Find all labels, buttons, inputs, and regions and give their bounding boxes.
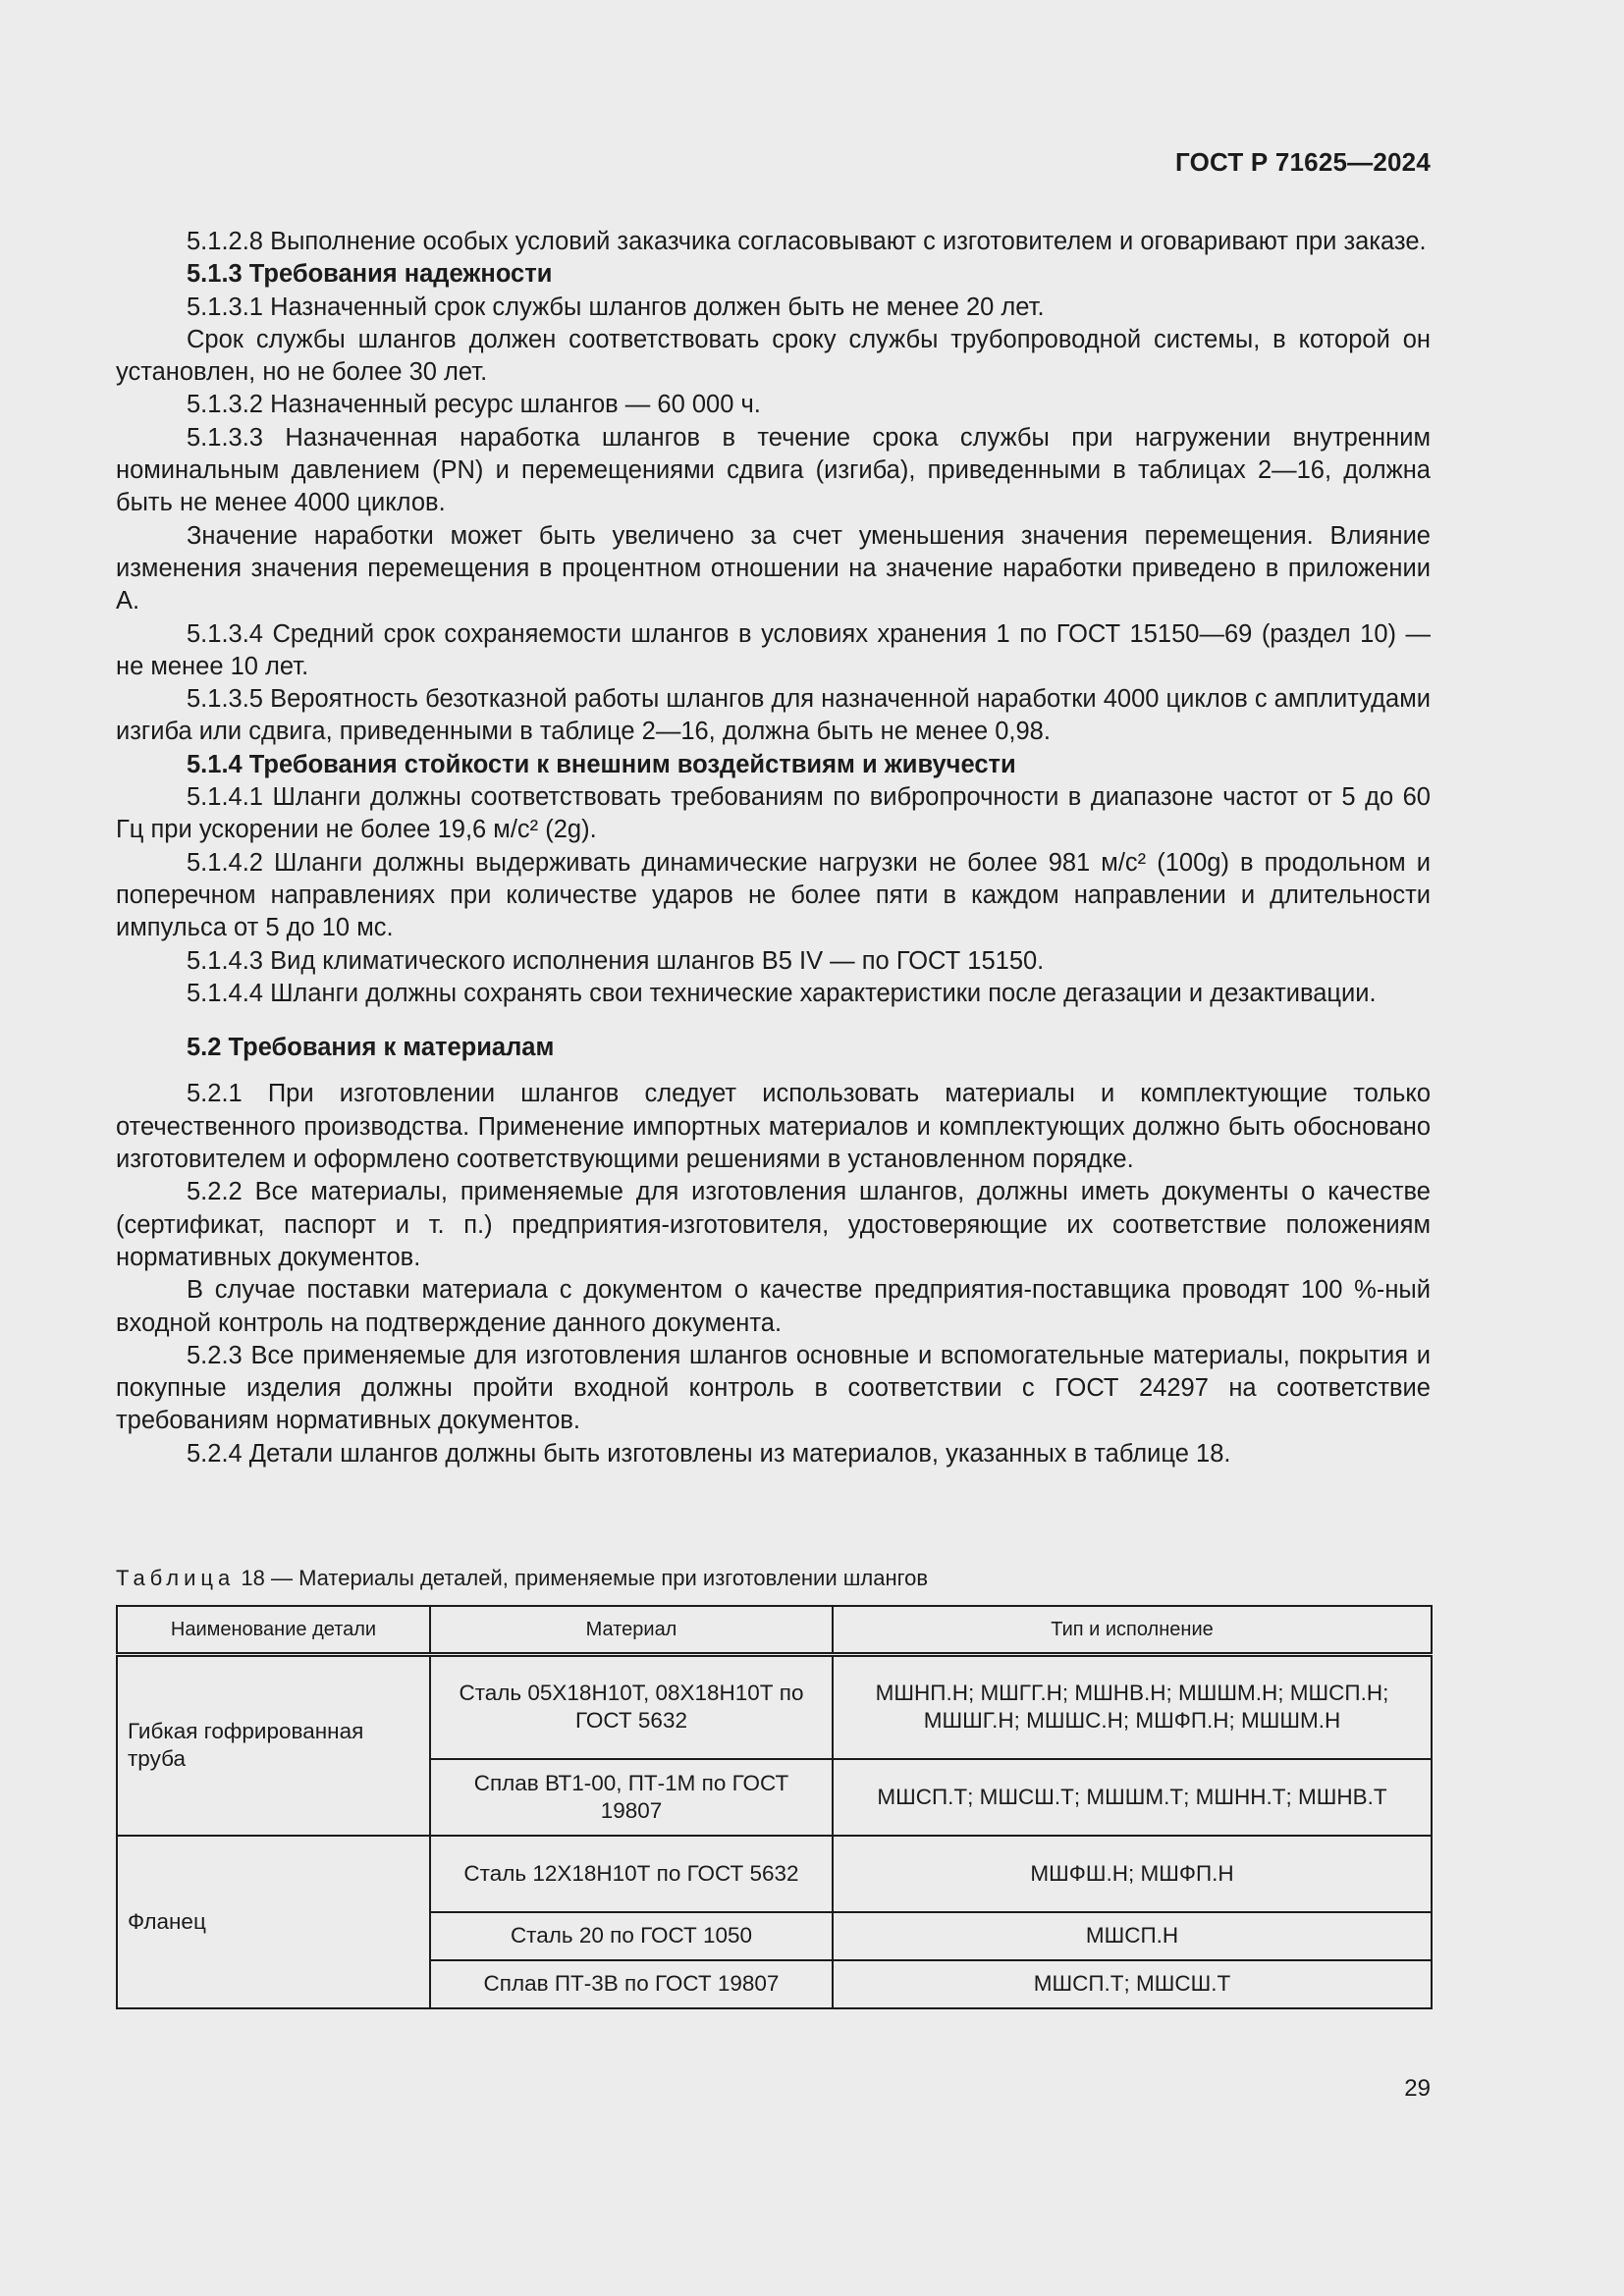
type-cell: МШФШ.Н; МШФП.Н: [833, 1836, 1432, 1912]
body-text: [116, 226, 1431, 1470]
type-cell: МШСП.Н: [833, 1912, 1432, 1960]
paragraph-5-1-3-3: 5.1.3.3 Назначенная наработка шлангов в течение срока службы при нагружении внутренним номинальным давлением (PN) и перемещениями сдвига (изгиба), приведенными в таблицах 2—16, должна быть не менее 4000 циклов.: [116, 423, 1431, 517]
table-row: [117, 1655, 1432, 1759]
page-number: 29: [1404, 2075, 1431, 2102]
table-caption-title: 18 — Материалы деталей, применяемые при изготовлении шлангов: [241, 1566, 929, 1590]
header-type: Тип и исполнение: [833, 1606, 1432, 1655]
material-cell: Сплав ПТ-3В по ГОСТ 19807: [430, 1960, 833, 2008]
paragraph-service-life: Срок службы шлангов должен соответствовать сроку службы трубопроводной системы, в которой он установлен, но не более 30 лет.: [116, 325, 1431, 387]
paragraph-supplier-control: В случае поставки материала с документом о качестве предприятия-поставщика проводят 100 %-ный входной контроль на подтверждение данного документа.: [116, 1276, 1431, 1337]
paragraph-operating-time: Значение наработки может быть увеличено за счет уменьшения значения перемещения. Влияние изменения значения перемещения в процентном отношении на значение наработки приведено в приложении А.: [116, 521, 1431, 615]
paragraph-5-1-3-1: 5.1.3.1 Назначенный срок службы шлангов должен быть не менее 20 лет.: [187, 293, 1045, 321]
heading-5-1-4: 5.1.4 Требования стойкости к внешним воздействиям и живучести: [187, 750, 1016, 778]
material-cell: Сталь 20 по ГОСТ 1050: [430, 1912, 833, 1960]
document-header: ГОСТ Р 71625—2024: [1175, 147, 1431, 177]
paragraph-5-1-4-2: 5.1.4.2 Шланги должны выдерживать динамические нагрузки не более 981 м/с² (100g) в продольном и поперечном направлениях при количестве ударов не более пяти в каждом направлении и длительности импульса от 5 до 10 мс.: [116, 848, 1431, 942]
table-caption: [116, 1565, 928, 1592]
material-cell: Сплав ВТ1-00, ПТ-1М по ГОСТ 19807: [430, 1759, 833, 1836]
paragraph-5-1-2-8: 5.1.2.8 Выполнение особых условий заказчика согласовывают с изготовителем и оговаривают при заказе.: [187, 228, 1427, 255]
paragraph-5-1-4-4: 5.1.4.4 Шланги должны сохранять свои технические характеристики после дегазации и дезактивации.: [187, 979, 1377, 1007]
part-cell: Фланец: [117, 1836, 430, 2008]
paragraph-5-1-3-5: 5.1.3.5 Вероятность безотказной работы шлангов для назначенной наработки 4000 циклов с амплитудами изгиба или сдвига, приведенными в таблице 2—16, должна быть не менее 0,98.: [116, 685, 1432, 746]
material-cell: Сталь 05Х18Н10Т, 08Х18Н10Т по ГОСТ 5632: [430, 1655, 833, 1759]
part-cell: Гибкая гофрированная труба: [117, 1655, 430, 1836]
paragraph-5-2-1: 5.2.1 При изготовлении шлангов следует использовать материалы и комплектующие только отечественного производства. Применение импортных материалов и комплектующих должно быть обосновано изготовителем и оформлено соответствующими решениями в установленном порядке.: [116, 1080, 1431, 1174]
materials-table: [116, 1605, 1433, 2009]
paragraph-5-1-4-1: 5.1.4.1 Шланги должны соответствовать требованиям по вибропрочности в диапазоне частот от 5 до 60 Гц при ускорении не более 19,6 м/с² (2g).: [116, 783, 1431, 844]
header-material: Материал: [430, 1606, 833, 1655]
paragraph-5-1-3-2: 5.1.3.2 Назначенный ресурс шлангов — 60 000 ч.: [187, 391, 761, 419]
paragraph-5-1-3-4: 5.1.3.4 Средний срок сохраняемости шлангов в условиях хранения 1 по ГОСТ 15150—69 (раздел 10) — не менее 10 лет.: [116, 619, 1431, 680]
section-heading-5-2: 5.2 Требования к материалам: [187, 1034, 555, 1062]
type-cell: МШНП.Н; МШГГ.Н; МШНВ.Н; МШШМ.Н; МШСП.Н; МШШГ.Н; МШШС.Н; МШФП.Н; МШШМ.Н: [833, 1655, 1432, 1759]
type-cell: МШСП.Т; МШСШ.Т: [833, 1960, 1432, 2008]
heading-5-1-3: 5.1.3 Требования надежности: [187, 260, 553, 289]
paragraph-5-2-3: 5.2.3 Все применяемые для изготовления шлангов основные и вспомогательные материалы, покрытия и покупные изделия должны пройти входной контроль в соответствии с ГОСТ 24297 на соответствие требованиям нормативных документов.: [116, 1341, 1431, 1435]
header-part-name: Наименование детали: [117, 1606, 430, 1655]
paragraph-5-1-4-3: 5.1.4.3 Вид климатического исполнения шлангов В5 IV — по ГОСТ 15150.: [187, 946, 1045, 975]
paragraph-5-2-2: 5.2.2 Все материалы, применяемые для изготовления шлангов, должны иметь документы о качестве (сертификат, паспорт и т. п.) предприятия-изготовителя, удостоверяющие их соответствие положениям нормативных документов.: [116, 1178, 1431, 1271]
table-row: [117, 1836, 1432, 1912]
type-cell: МШСП.Т; МШСШ.Т; МШШМ.Т; МШНН.Т; МШНВ.Т: [833, 1759, 1432, 1836]
table-caption-label: Таблица: [116, 1566, 236, 1590]
paragraph-5-2-4: 5.2.4 Детали шлангов должны быть изготовлены из материалов, указанных в таблице 18.: [187, 1439, 1231, 1468]
material-cell: Сталь 12Х18Н10Т по ГОСТ 5632: [430, 1836, 833, 1912]
table-header-row: [117, 1606, 1432, 1655]
